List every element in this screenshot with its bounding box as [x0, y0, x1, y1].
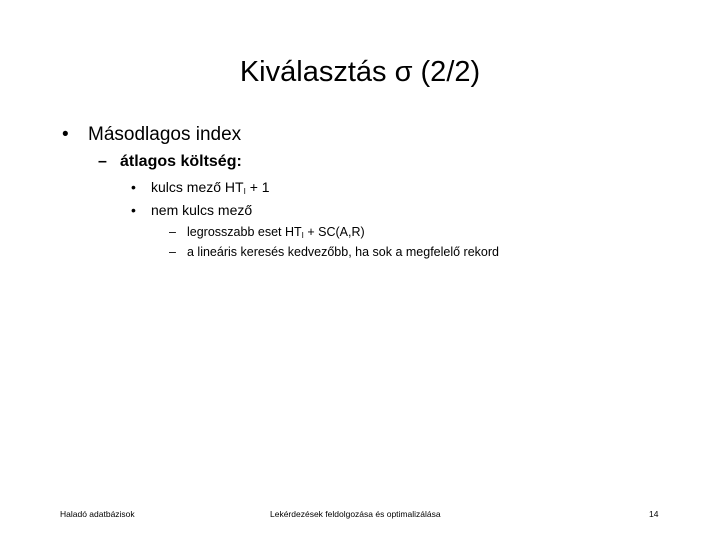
subscript: I — [301, 231, 304, 240]
bullet-level2 — [98, 152, 242, 172]
bullet-text: Másodlagos index — [88, 124, 242, 145]
bullet-level4-worst — [169, 224, 365, 244]
subscript: I — [243, 187, 246, 196]
page-number: 14 — [649, 509, 659, 519]
bullet-text: átlagos költség: — [120, 153, 242, 170]
bullet-text-suffix: + 1 — [245, 179, 270, 195]
bullet-text: kulcs mező HT — [151, 179, 244, 195]
footer-center: Lekérdezések feldolgozása és optimalizálása — [270, 509, 441, 519]
bullet-text: a lineáris keresés kedvezőbb, ha sok a megfelelő rekord — [187, 245, 499, 259]
bullet-text: legrosszabb eset HT — [187, 225, 302, 239]
bullet-text: nem kulcs mező — [151, 202, 253, 218]
dash-marker: – — [98, 153, 107, 170]
bullet-level3-key — [131, 177, 270, 202]
bullet-marker: • — [62, 124, 69, 145]
footer-left: Haladó adatbázisok — [60, 509, 135, 519]
bullet-level3-nonkey — [131, 200, 252, 220]
bullet-marker: • — [131, 202, 136, 218]
bullet-level4-linear — [169, 244, 499, 260]
bullet-text-suffix: + SC(A,R) — [303, 225, 365, 239]
bullet-level1 — [62, 123, 241, 147]
bullet-marker: • — [131, 179, 136, 195]
dash-marker: – — [169, 245, 176, 259]
dash-marker: – — [169, 225, 176, 239]
slide-title: Kiválasztás σ (2/2) — [239, 56, 481, 88]
